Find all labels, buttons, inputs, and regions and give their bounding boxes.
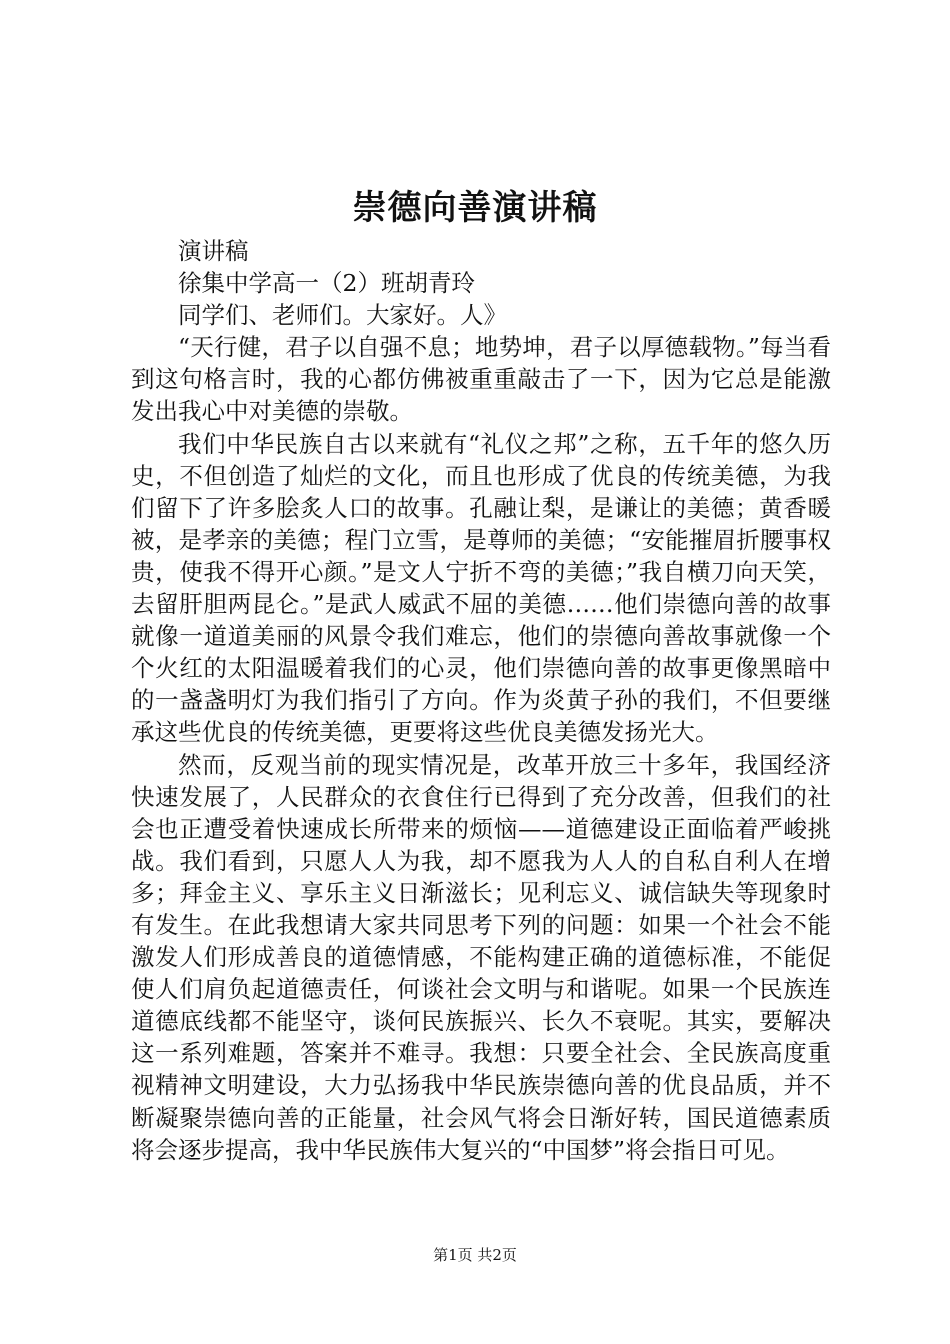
- document-title: 崇德向善演讲稿: [352, 188, 598, 228]
- page-footer: 第1页 共2页: [433, 1246, 517, 1264]
- paragraph-label: 演讲稿: [178, 237, 249, 265]
- paragraph-opening: “天行健，君子以自强不息；地势坤，君子以厚德载物。”每当看到这句格言时，我的心都仿佛被重重敲击了一下，因为它总是能激发出我心中对美德的崇敬。: [131, 333, 831, 426]
- document-body: [131, 235, 831, 1166]
- paragraph-tradition: 我们中华民族自古以来就有“礼仪之邦”之称，五千年的悠久历史，不但创造了灿烂的文化，而且也形成了优良的传统美德，为我们留下了许多脍炙人口的故事。孔融让梨，是谦让的美德；黄香暖被，是孝亲的美德；程门立雪，是尊师的美德；“安能摧眉折腰事权贵，使我不得开心颜。”是文人宁折不弯的美德；”我自横刀向天笑，去留肝胆两昆仑。”是武人威武不屈的美德……他们崇德向善的故事就像一道道美丽的风景令我们难忘，他们的崇德向善故事就像一个个火红的太阳温暖着我们的心灵，他们崇德向善的故事更像黑暗中的一盏盏明灯为我们指引了方向。作为炎黄子孙的我们，不但要继承这些优良的传统美德，更要将这些优良美德发扬光大。: [131, 429, 831, 747]
- paragraph-greeting: 同学们、老师们。大家好。人》: [178, 301, 507, 330]
- paragraph-author: 徐集中学高一（2）班胡青玲: [178, 269, 475, 298]
- paragraph-reality: 然而，反观当前的现实情况是，改革开放三十多年，我国经济快速发展了，人民群众的衣食住行已得到了充分改善，但我们的社会也正遭受着快速成长所带来的烦恼——道德建设正面临着严峻挑战。我们看到，只愿人人为我，却不愿我为人人的自私自利人在增多；拜金主义、享乐主义日渐滋长；见利忘义、诚信缺失等现象时有发生。在此我想请大家共同思考下列的问题：如果一个社会不能激发人们形成善良的道德情感，不能构建正确的道德标准，不能促使人们肩负起道德责任，何谈社会文明与和谐呢。如果一个民族连道德底线都不能坚守，谈何民族振兴、长久不衰呢。其实，要解决这一系列难题，答案并不难寻。我想：只要全社会、全民族高度重视精神文明建设，大力弘扬我中华民族崇德向善的优良品质，并不断凝聚崇德向善的正能量，社会风气将会日渐好转，国民道德素质将会逐步提高，我中华民族伟大复兴的“中国梦”将会指日可见。: [131, 750, 831, 1164]
